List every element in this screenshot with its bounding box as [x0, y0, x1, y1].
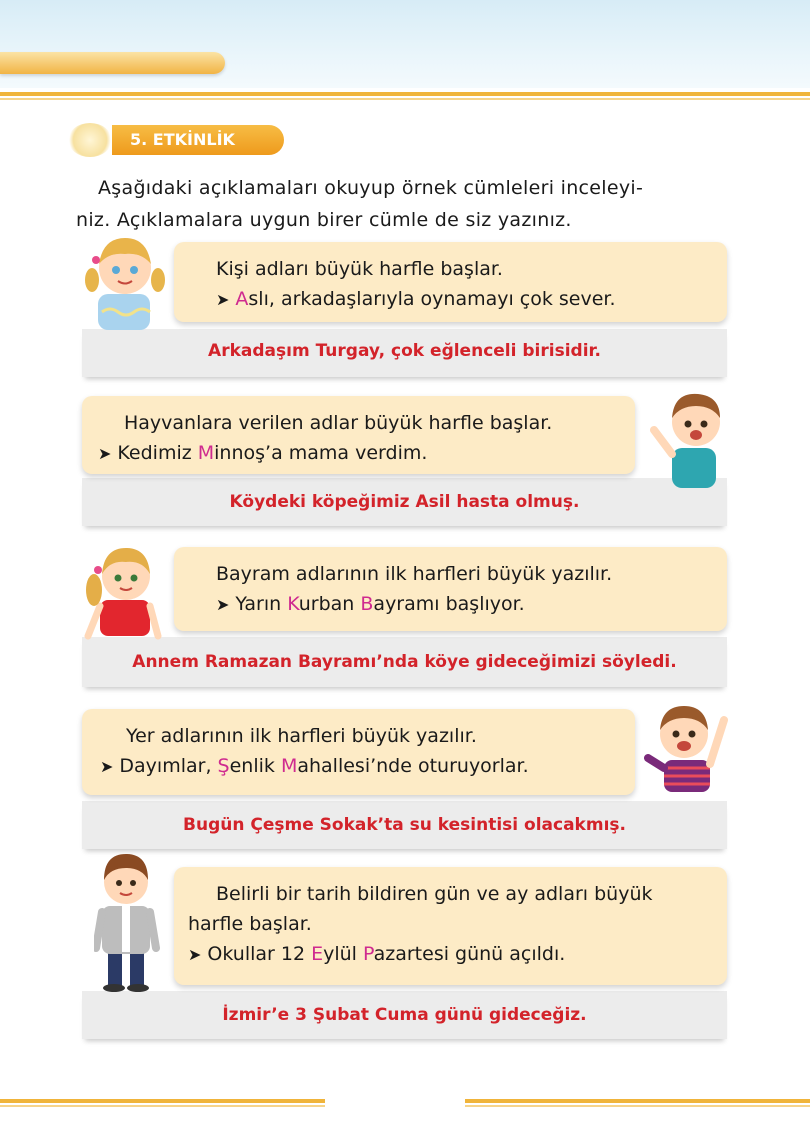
answer-4: Bugün Çeşme Sokak’ta su kesintisi olacakmış.	[183, 815, 626, 835]
girl-red-shirt-icon	[82, 544, 164, 642]
footer-gap	[325, 1096, 465, 1110]
arrow-icon: ➤	[98, 444, 112, 463]
answer-5: İzmir’e 3 Şubat Cuma günü gideceğiz.	[222, 1005, 587, 1025]
activity-heading	[68, 121, 288, 159]
highlighted-letter: M	[197, 442, 215, 464]
swirl-icon	[68, 123, 112, 157]
arrow-icon: ➤	[100, 757, 114, 776]
instructions-line-1: Aşağıdaki açıklamaları okuyup örnek cümleleri inceleyi-	[98, 177, 644, 199]
boy-standing-icon	[94, 852, 160, 992]
rule-4: Yer adlarının ilk harfleri büyük yazılır.	[126, 725, 477, 747]
example-text: Okullar 12	[207, 943, 312, 965]
arrow-icon: ➤	[188, 945, 202, 964]
example-4	[100, 751, 621, 782]
speech-bubble-1	[174, 242, 727, 322]
header-tab	[0, 52, 225, 74]
highlighted-letter: Ş	[217, 755, 230, 777]
example-3	[216, 589, 713, 620]
example-text: Kedimiz	[117, 442, 198, 464]
arrow-icon: ➤	[216, 595, 230, 614]
instructions	[76, 172, 726, 236]
example-text: slı, arkadaşlarıyla oynamayı çok sever.	[248, 288, 616, 310]
example-2	[98, 438, 621, 469]
arrow-icon: ➤	[216, 290, 230, 309]
activity-label: 5. ETKİNLİK	[112, 125, 284, 155]
speech-bubble-5	[174, 867, 727, 985]
rule-1: Kişi adları büyük harfle başlar.	[216, 258, 503, 280]
answer-2: Köydeki köpeğimiz Asil hasta olmuş.	[229, 492, 580, 512]
boy-striped-shirt-icon	[644, 702, 730, 796]
example-text: ahallesi’nde oturuyorlar.	[297, 755, 529, 777]
highlighted-letter: B	[360, 593, 374, 615]
highlighted-letter: M	[280, 755, 298, 777]
answer-1: Arkadaşım Turgay, çok eğlenceli birisidir.	[208, 341, 601, 361]
header-rule	[0, 92, 810, 96]
example-text: azartesi günü açıldı.	[373, 943, 566, 965]
example-5	[188, 939, 713, 970]
example-text: innoş’a mama verdim.	[214, 442, 428, 464]
highlighted-letter: A	[235, 288, 249, 310]
speech-bubble-4	[82, 709, 635, 795]
example-text: Dayımlar,	[119, 755, 218, 777]
example-1	[216, 284, 713, 315]
speech-bubble-3	[174, 547, 727, 631]
rule-5: Belirli bir tarih bildiren gün ve ay adları büyük harfle başlar.	[188, 883, 653, 935]
rule-2: Hayvanlara verilen adlar büyük harfle başlar.	[124, 412, 553, 434]
girl-blue-sweater-icon	[84, 234, 166, 330]
instructions-line-2: niz. Açıklamalara uygun birer cümle de siz yazınız.	[76, 209, 572, 231]
highlighted-letter: E	[311, 943, 324, 965]
rule-3: Bayram adlarının ilk harfleri büyük yazılır.	[216, 563, 613, 585]
header-band	[0, 0, 810, 88]
header-rule-thin	[0, 98, 810, 100]
example-text: ayramı başlıyor.	[373, 593, 525, 615]
highlighted-letter: K	[287, 593, 299, 615]
speech-bubble-2	[82, 396, 635, 474]
example-text: enlik	[229, 755, 281, 777]
boy-waving-icon	[650, 390, 732, 490]
highlighted-letter: P	[363, 943, 374, 965]
example-text: urban	[298, 593, 361, 615]
example-text: Yarın	[235, 593, 288, 615]
answer-3: Annem Ramazan Bayramı’nda köye gideceğimizi söyledi.	[132, 652, 677, 672]
example-text: ylül	[323, 943, 363, 965]
